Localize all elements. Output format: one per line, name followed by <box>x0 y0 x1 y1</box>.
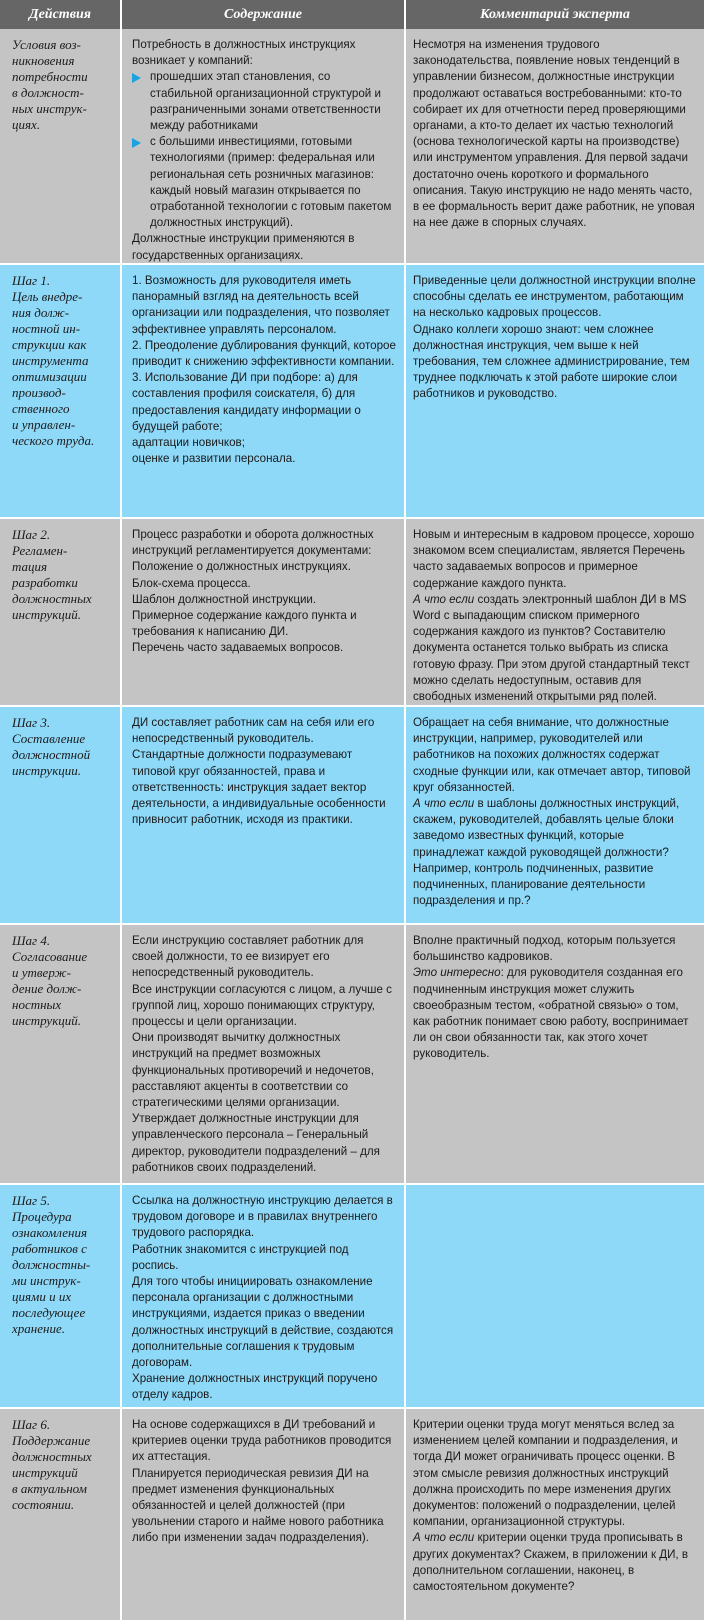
row-content <box>122 519 404 705</box>
row-action: Шаг 2. Регламен- тация разработки должностных инструкций. <box>12 527 92 622</box>
row-comment <box>406 519 704 705</box>
comment-text: Однако коллеги хорошо знают: чем сложнее должностная инструкция, чем выше к ней требования, тем сложнее администрирование, тем труднее подключать к этой работе широкие слои работников и руководство. <box>413 322 690 401</box>
row-action: Шаг 3. Составление должностной инструкции. <box>12 715 91 778</box>
comment-text <box>413 796 698 909</box>
content-text: Хранение должностных инструкций поручено отделу кадров. <box>132 1372 378 1402</box>
content-text: Работник знакомится с инструкцией под роспись. <box>132 1242 349 1272</box>
bullet-item <box>132 134 396 231</box>
content-text: адаптации новичков; <box>132 436 245 450</box>
row-content <box>122 265 404 517</box>
row-action: Условия воз- никновения потребности в должност- ных инструк- циях. <box>12 37 88 132</box>
content-text: На основе содержащихся в ДИ требований и критериев оценки труда работников проводится их аттестация. <box>132 1418 392 1464</box>
content-text: 3. Использование ДИ при подборе: а) для составления профиля соискателя, б) для предоставления кандидату информации о будущей работе; <box>132 371 361 433</box>
content-text: Все инструкции согласуются с лицом, а лучше с группой лиц, хорошо понимающих структуру, процессы и цели организации. <box>132 982 392 1029</box>
table-row <box>0 1185 704 1407</box>
comment-text: Вполне практичный подход, которым пользуется большинство кадровиков. <box>413 934 676 964</box>
content-text: Перечень часто задаваемых вопросов. <box>132 641 344 655</box>
header-comment: Комментарий эксперта <box>480 7 630 22</box>
header-content: Содержание <box>224 7 302 22</box>
row-action: Шаг 1. Цель внедре- ния долж- ностной ин- струкции как инструмента оптимизации производ- ственного и управлен- ческого труда. <box>12 273 95 448</box>
content-text: Блок-схема процесса. <box>132 576 251 590</box>
table-row <box>0 265 704 517</box>
row-comment <box>406 707 704 923</box>
triangle-bullet-icon <box>132 138 141 148</box>
comment-text: Приведенные цели должностной инструкции вполне способны сделать ее инструментом, работающим на несколько кадровых процессов. <box>413 274 696 320</box>
comment-emphasis: А что если <box>413 797 475 811</box>
comment-text: Новым и интересным в кадровом процессе, хорошо знакомом всем специалистам, является Перечень часто задаваемых вопросов и примерное содержание каждого пункта. <box>413 528 695 590</box>
table-header <box>0 0 704 29</box>
content-text: Если инструкцию составляет работник для своей должности, то ее визирует его непосредственный руководитель. <box>132 934 364 980</box>
table-row <box>0 519 704 705</box>
comment-rest: : для руководителя созданная его подчиненным инструкция может служить своеобразным тестом, «обратной связью» о том, как работник понимает свою работу, воспринимает ли он свои обязанности так, как этого хочет руководитель. <box>413 966 689 1061</box>
row-action: Шаг 5. Процедура ознакомления работников с должностны- ми инструк- циями и их последующее хранение. <box>12 1193 91 1336</box>
row-action: Шаг 6. Поддержание должностных инструкций в актуальном состоянии. <box>12 1417 92 1512</box>
table-row <box>0 1409 704 1620</box>
comment-emphasis: А что если <box>413 1531 475 1545</box>
comment-text <box>413 1530 698 1595</box>
row-action: Шаг 4. Согласование и утверж- дение долж- ностных инструкций. <box>12 933 88 1028</box>
comment-rest: критерии оценки труда прописывать в других документах? Скажем, в приложении к ДИ, в дополнительном соглашении, наконец, в самостоятельном документе? <box>413 1531 689 1594</box>
comment-text: Критерии оценки труда могут меняться вслед за изменением целей компании и подразделения, и тогда ДИ может ограничивать процесс оценки. В этом смысле ревизия должностных инструкций должна происходить по мере изменения других документов: положений о подразделении, целей компании, организационной структуры. <box>413 1418 678 1529</box>
row-content <box>122 29 404 263</box>
comment-rest: создать электронный шаблон ДИ в MS Word с выпадающим списком примерного содержания каждого из пунктов? Составителю документа останется только выбрать из списка готовую фразу. При этом другой стандартный текст можно сделать недоступным, оставив для свободных изменений открытыми ряд полей. <box>413 592 690 704</box>
content-text: оценке и развитии персонала. <box>132 452 296 466</box>
content-text: Ссылка на должностную инструкцию делается в трудовом договоре и в правилах внутреннего трудового распорядка. <box>132 1194 393 1240</box>
row-content <box>122 1185 404 1407</box>
row-content <box>122 707 404 923</box>
row-comment <box>406 1185 704 1407</box>
content-text: Положение о должностных инструкциях. <box>132 560 351 574</box>
comment-emphasis: Это интересно <box>413 966 501 980</box>
content-text: Они производят вычитку должностных инструкций на предмет возможных функциональных противоречий и недочетов, расставляют акценты в соответствии со стратегическими целями организации. <box>132 1031 374 1110</box>
content-text: 2. Преодоление дублирования функций, которое приводит к снижению эффективности компании. <box>132 338 396 369</box>
comment-text <box>413 592 698 705</box>
row-comment <box>406 1409 704 1620</box>
bullet-item <box>132 69 396 134</box>
content-text: Стандартные должности подразумевают типовой круг обязанностей, права и ответственность: инструкция задает вектор деятельности, а индивидуальные особенности привносит работник, исходя из практики. <box>132 748 386 827</box>
content-text: Шаблон должностной инструкции. <box>132 592 317 606</box>
bullet-text: с большими инвестициями, готовыми технологиями (пример: федеральная или региональная сеть розничных магазинов: каждый новый магазин открывается по отработанной технологии с готовым пакетом должностных инструкций). <box>150 135 392 230</box>
row-content <box>122 1409 404 1620</box>
table-row <box>0 29 704 263</box>
content-text: Для того чтобы инициировать ознакомление персонала организации с должностными инструкциями, издается приказ о введении должностных инструкций в действие, создаются дополнительные соглашения к трудовым договорам. <box>132 1275 394 1370</box>
row-comment <box>406 265 704 517</box>
comment-text: Обращает на себя внимание, что должностные инструкции, например, руководителей или работников на похожих должностях содержат сходные функции или, как отмечает автор, типовой круг обязанностей. <box>413 716 691 794</box>
content-text: Должностные инструкции применяются в государственных организациях. <box>132 232 355 262</box>
row-comment <box>406 29 704 263</box>
content-text: Процесс разработки и оборота должностных инструкций регламентируется документами: <box>132 528 374 558</box>
bullet-text: прошедших этап становления, со стабильной организационной структурой и разграниченными зонами ответственности между работниками <box>150 70 381 133</box>
content-text: Утверждает должностные инструкции для управленческого персонала – Генеральный директор, руководители подразделений – для работников своих подразделений. <box>132 1112 380 1174</box>
content-text: ДИ составляет работник сам на себя или его непосредственный руководитель. <box>132 716 375 746</box>
comment-emphasis: А что если <box>413 592 475 606</box>
comment-rest: в шаблоны должностных инструкций, скажем, руководителей, добавлять целые блоки заведомо известных функций, которые принадлежат каждой руководящей должности? Например, контроль подчиненных, развитие подчиненных, планирование деятельности подразделения и пр.? <box>413 797 680 908</box>
content-text: Планируется периодическая ревизия ДИ на предмет изменения функциональных обязанностей и целей должностей (при увольнении старого и найме нового работника либо при изменении задач подразделения). <box>132 1466 384 1545</box>
row-content <box>122 925 404 1183</box>
content-text: Потребность в должностных инструкциях возникает у компаний: <box>132 38 356 68</box>
row-comment <box>406 925 704 1183</box>
content-text: 1. Возможность для руководителя иметь панорамный взгляд на деятельность всей организации или подразделения, что позволяет эффективнее управлять персоналом. <box>132 274 390 336</box>
content-text: Примерное содержание каждого пункта и требования к написанию ДИ. <box>132 609 357 639</box>
table-row <box>0 925 704 1183</box>
table-row <box>0 707 704 923</box>
comment-text <box>413 965 698 1062</box>
comment-text: Несмотря на изменения трудового законодательства, появление новых тенденций в управлении бизнесом, должностные инструкции продолжают оставаться востребованными: кто-то собирает их для отчетности перед проверяющими органами, а кто-то делает их частью технологий (основа технологической карты на производстве) или инструментом управления. Для первой задачи достаточно очень короткого и формального описания. Такую инструкцию не надо менять часто, в ее формальность верит даже работник, не уповая на нее даже в спорных случаях. <box>413 38 695 230</box>
header-actions: Действия <box>29 7 91 22</box>
triangle-bullet-icon <box>132 73 141 83</box>
